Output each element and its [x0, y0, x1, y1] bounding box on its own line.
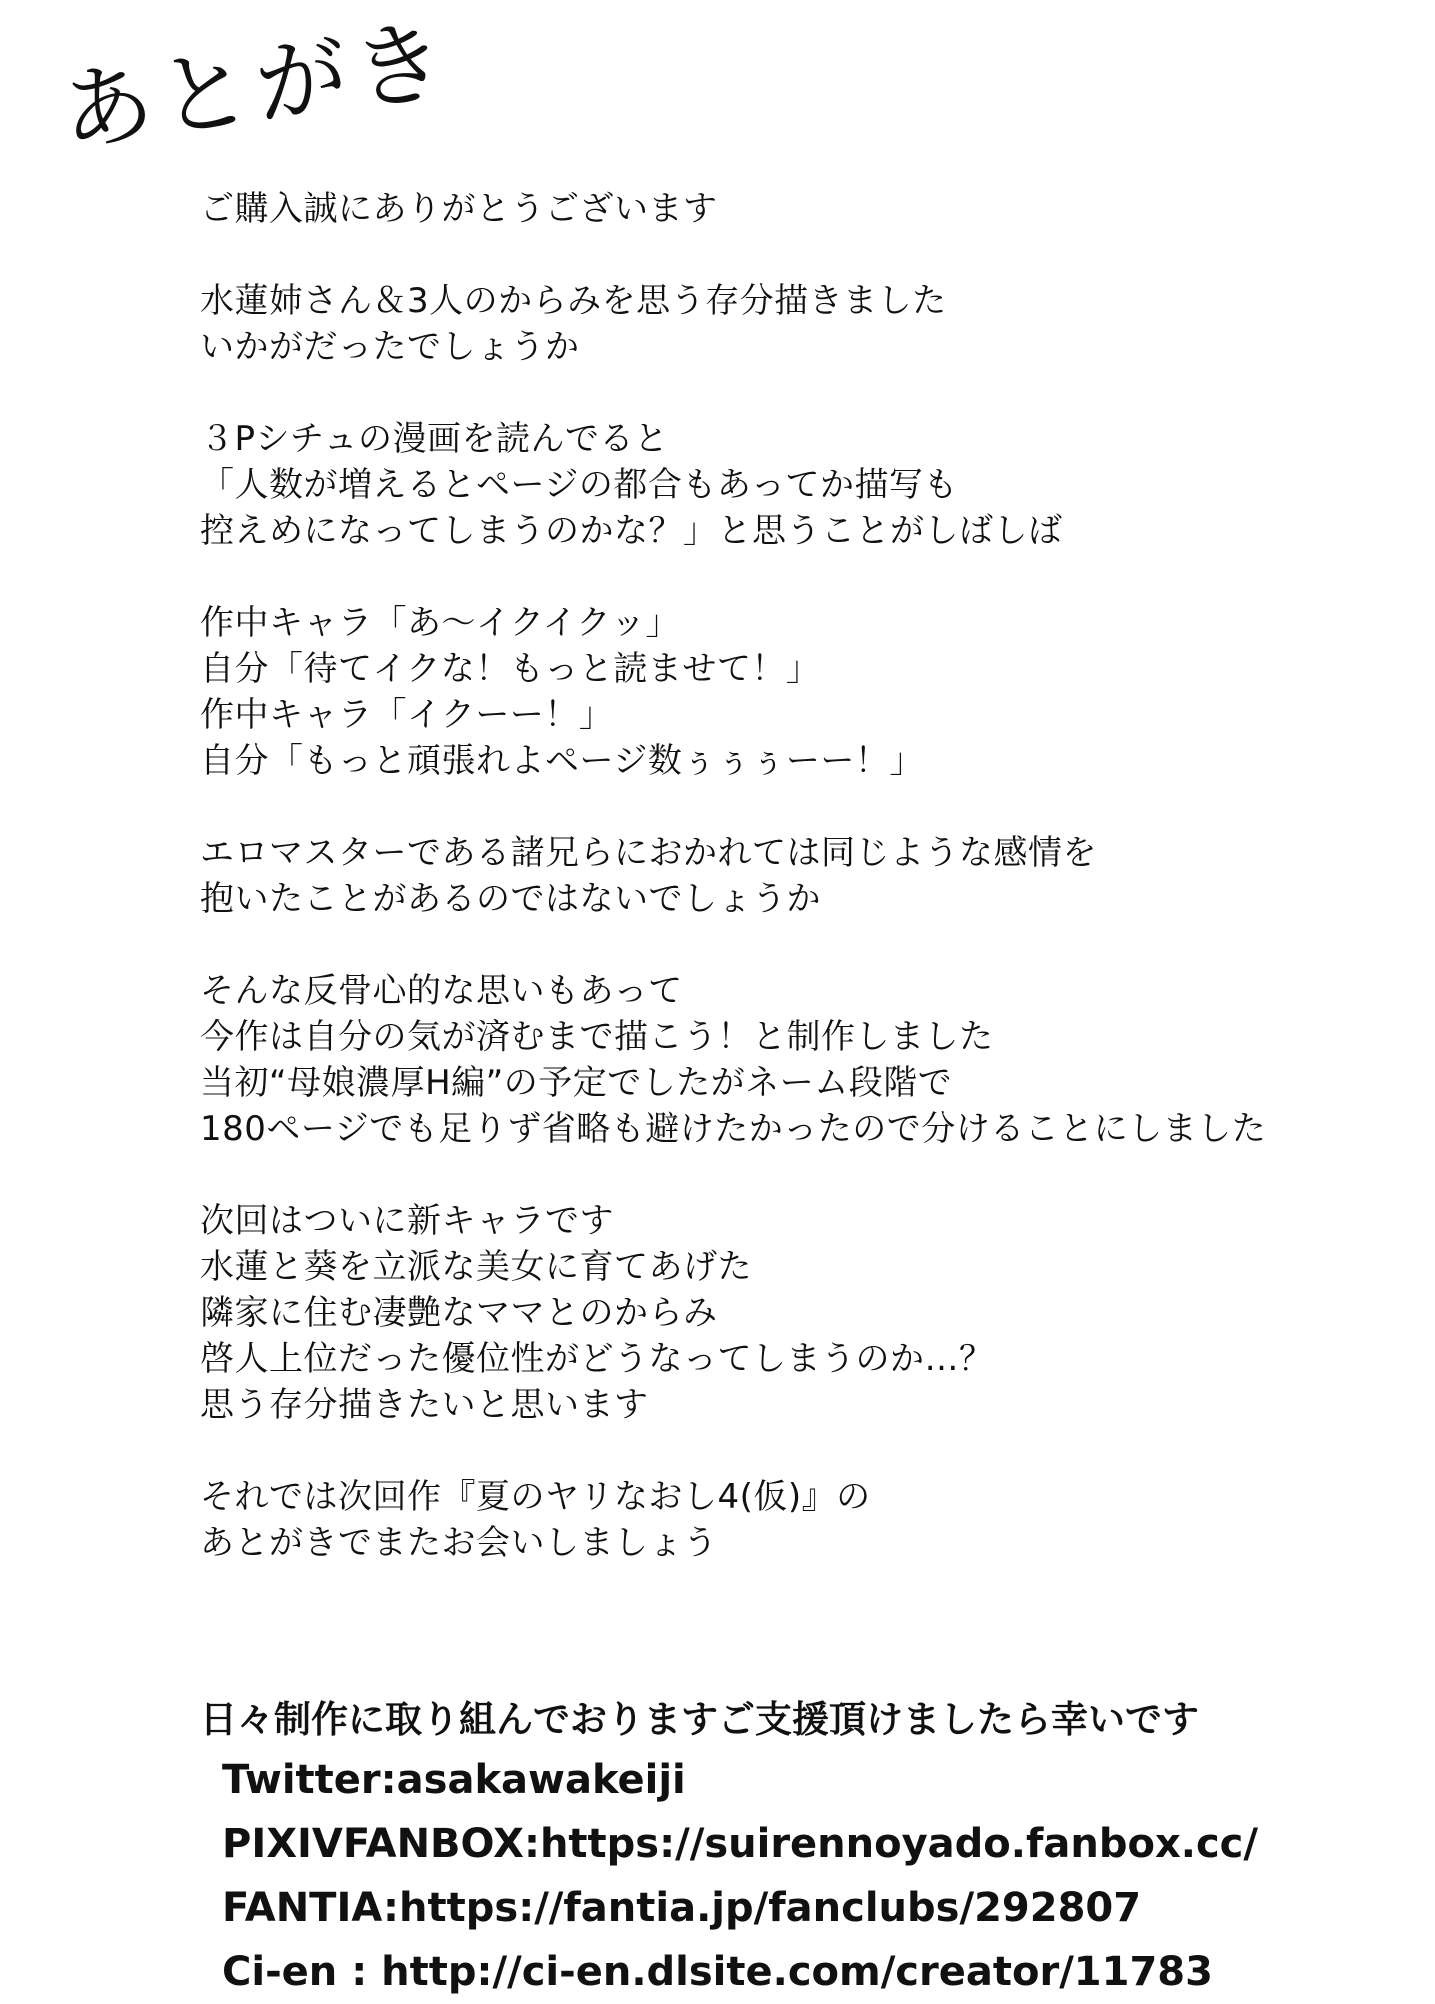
- paragraph-line: 抱いたことがあるのではないでしょうか: [200, 879, 821, 919]
- paragraph: [200, 600, 1400, 784]
- paragraph-line: 次回はついに新キャラです: [200, 1201, 614, 1241]
- paragraph-line: 180ページでも足りず省略も避けたかったので分けることにしました: [200, 1109, 1267, 1149]
- paragraph-line: それでは次回作『夏のヤリなおし4(仮)』の: [200, 1477, 871, 1517]
- paragraph-line: 控えめになってしまうのかな？」と思うことがしばしば: [200, 511, 1063, 551]
- paragraph-line: 作中キャラ「あ～イクイクッ」: [200, 603, 680, 643]
- paragraph-line: 自分「待てイクな！もっと読ませて！」: [200, 649, 821, 689]
- paragraph: [200, 968, 1400, 1152]
- paragraph-line: 思う存分描きたいと思います: [200, 1385, 649, 1425]
- paragraph-line: いかがだったでしょうか: [200, 327, 580, 367]
- paragraph: [200, 186, 1400, 232]
- support-section: [200, 1692, 1420, 2004]
- paragraph-line: エロマスターである諸兄らにおかれては同じような感情を: [200, 833, 1097, 873]
- page-title: あとがき: [54, 6, 458, 168]
- paragraph-line: 水蓮姉さん＆3人のからみを思う存分描きました: [200, 281, 947, 321]
- afterword-body: [200, 186, 1400, 1612]
- support-heading: 日々制作に取り組んでおりますご支援頂けましたら幸いです: [200, 1698, 1199, 1741]
- paragraph-line: 水蓮と葵を立派な美女に育てあげた: [200, 1247, 752, 1287]
- paragraph: [200, 416, 1400, 554]
- paragraph-line: 当初“母娘濃厚H編”の予定でしたがネーム段階で: [200, 1063, 953, 1103]
- paragraph-line: 作中キャラ「イクーー！」: [200, 695, 614, 735]
- pixivfanbox-link[interactable]: PIXIVFANBOX:https://suirennoyado.fanbox.cc/: [222, 1821, 1258, 1867]
- paragraph: [200, 830, 1400, 922]
- fantia-link[interactable]: FANTIA:https://fantia.jp/fanclubs/292807: [222, 1885, 1142, 1931]
- paragraph-line: 今作は自分の気が済むまで描こう！と制作しました: [200, 1017, 994, 1057]
- paragraph-line: あとがきでまたお会いしましょう: [200, 1523, 718, 1563]
- paragraph-line: 隣家に住む凄艶なママとのからみ: [200, 1293, 718, 1333]
- ci-en-link[interactable]: Ci-en : http://ci-en.dlsite.com/creator/11783: [222, 1949, 1213, 1995]
- paragraph-line: 自分「もっと頑張れよページ数ぅぅぅーー！」: [200, 741, 924, 781]
- paragraph-line: ３Pシチュの漫画を読んでると: [200, 419, 669, 459]
- paragraph-line: ご購入誠にありがとうございます: [200, 189, 718, 229]
- twitter-link[interactable]: Twitter:asakawakeiji: [222, 1757, 686, 1803]
- paragraph-line: 啓人上位だった優位性がどうなってしまうのか…？: [200, 1339, 994, 1379]
- paragraph: [200, 1474, 1400, 1566]
- paragraph-line: そんな反骨心的な思いもあって: [200, 971, 683, 1011]
- paragraph-line: 「人数が増えるとページの都合もあってか描写も: [200, 465, 958, 505]
- paragraph: [200, 1198, 1400, 1428]
- paragraph: [200, 278, 1400, 370]
